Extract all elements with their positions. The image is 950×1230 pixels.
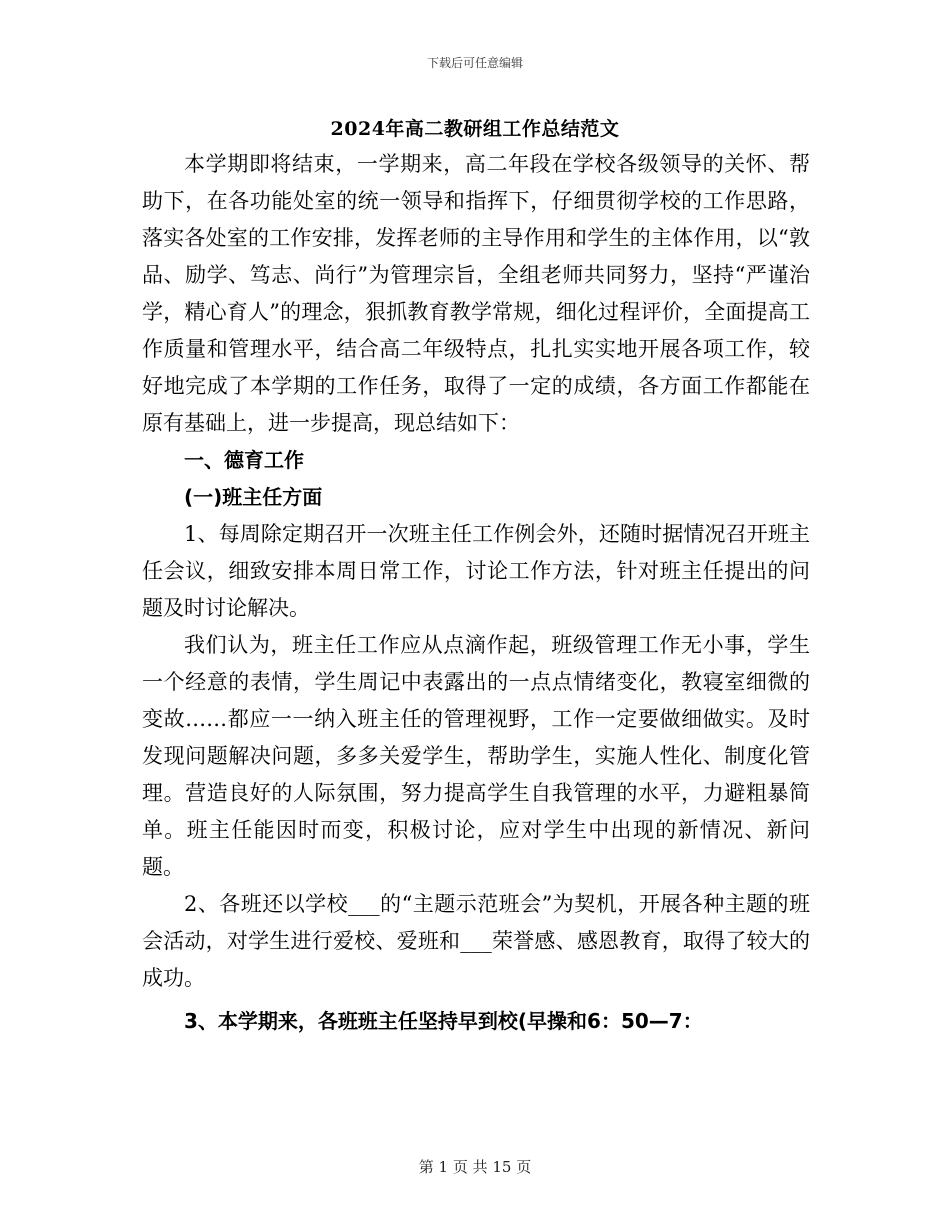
paragraph-item-3: 3、本学期来，各班班主任坚持早到校(早操和6：50—7： [184,1009,703,1033]
section-heading-moral-education: 一、德育工作 [184,448,304,472]
paragraph-item-2: 2、各班还以学校___的“主题示范班会”为契机，开展各种主题的班会活动，对学生进行爱校、爱班和___荣誉感、感恩教育，取得了较大的成功。 [142,892,810,990]
header-note: 下载后可任意编辑 [426,56,523,70]
document-body [142,146,810,1040]
paragraph-item-1: 1、每周除定期召开一次班主任工作例会外，还随时据情况召开班主任会议，细致安排本周日常工作，讨论工作方法，针对班主任提出的问题及时讨论解决。 [142,522,810,620]
paragraph-class-management: 我们认为，班主任工作应从点滴作起，班级管理工作无小事，学生一个经意的表情，学生周记中表露出的一点点情绪变化，教寝室细微的变故……都应一一纳入班主任的管理视野，工作一定要做细做实。及时发现问题解决问题，多多关爱学生，帮助学生，实施人性化、制度化管理。营造良好的人际氛围，努力提高学生自我管理的水平，力避粗暴简单。班主任能因时而变，积极讨论，应对学生中出现的新情况、新问题。 [142,633,810,879]
document-title: 2024年高二教研组工作总结范文 [330,118,620,140]
page-footer: 第 1 页 共 15 页 [418,1158,532,1176]
subsection-heading-class-teacher: (一)班主任方面 [184,485,323,509]
paragraph-intro: 本学期即将结束，一学期来，高二年段在学校各级领导的关怀、帮助下，在各功能处室的统一领导和指挥下，仔细贯彻学校的工作思路，落实各处室的工作安排，发挥老师的主导作用和学生的主体作用，以“敦品、励学、笃志、尚行”为管理宗旨，全组老师共同努力，坚持“严谨治学，精心育人”的理念，狠抓教育教学常规，细化过程评价，全面提高工作质量和管理水平，结合高二年级特点，扎扎实实地开展各项工作，较好地完成了本学期的工作任务，取得了一定的成绩，各方面工作都能在原有基础上，进一步提高，现总结如下： [142,152,810,435]
